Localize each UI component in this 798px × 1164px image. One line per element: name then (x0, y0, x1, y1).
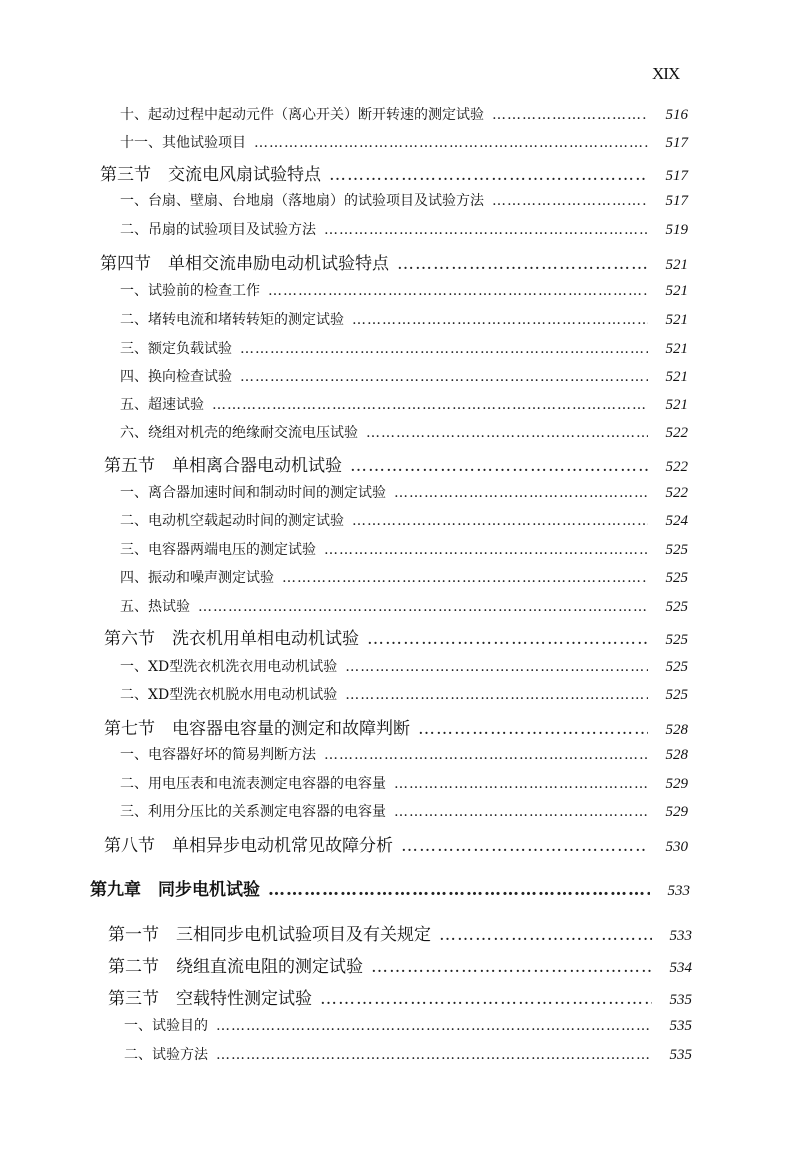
dot-leader (212, 397, 648, 413)
toc-entry-title: 五、热试验 (120, 599, 190, 615)
dot-leader (394, 804, 648, 820)
toc-section[interactable] (104, 451, 688, 476)
toc-entry-title: 一、台扇、壁扇、台地扇（落地扇）的试验项目及试验方法 (120, 193, 484, 209)
toc-entry-title: 二、XD型洗衣机脱水用电动机试验 (120, 687, 338, 703)
toc-entry-title: 第四节 单相交流串励电动机试验特点 (100, 254, 389, 274)
toc-entry[interactable] (120, 219, 688, 239)
toc-entry-page: 535 (669, 1018, 692, 1034)
toc-entry-page: 525 (665, 632, 688, 648)
toc-entry-page: 534 (669, 960, 692, 976)
dot-leader (367, 629, 648, 649)
toc-entry-title: 一、试验目的 (124, 1018, 208, 1034)
toc-entry[interactable] (120, 309, 688, 329)
toc-entry-title: 二、电动机空载起动时间的测定试验 (120, 513, 344, 529)
toc-entry-page: 517 (665, 193, 688, 209)
toc-entry[interactable] (120, 482, 688, 502)
toc-entry-page: 521 (665, 397, 688, 413)
toc-entry-title: 第六节 洗衣机用单相电动机试验 (104, 629, 359, 649)
toc-entry[interactable] (120, 132, 688, 152)
toc-entry-title: 五、超速试验 (120, 397, 204, 413)
toc-entry-title: 四、换向检查试验 (120, 369, 232, 385)
toc-entry-title: 第三节 空载特性测定试验 (108, 989, 312, 1009)
dot-leader (394, 776, 648, 792)
toc-entry-page: 535 (669, 992, 692, 1008)
toc-entry-page: 525 (665, 542, 688, 558)
toc-entry-page: 521 (665, 369, 688, 385)
toc-entry-page: 522 (665, 425, 688, 441)
toc-entry[interactable] (120, 394, 688, 414)
toc-section[interactable] (104, 831, 688, 856)
toc-entry-page: 522 (665, 459, 688, 475)
toc-entry-title: 二、用电压表和电流表测定电容器的电容量 (120, 776, 386, 792)
toc-entry-page: 521 (665, 341, 688, 357)
dot-leader (418, 719, 648, 739)
dot-leader (352, 513, 648, 529)
dot-leader (345, 687, 648, 703)
toc-entry[interactable] (120, 567, 688, 587)
dot-leader (240, 341, 648, 357)
toc-section[interactable] (108, 984, 692, 1009)
toc-entry-title: 一、XD型洗衣机洗衣用电动机试验 (120, 659, 338, 675)
toc-entry[interactable] (120, 539, 688, 559)
toc-entry-title: 六、绕组对机壳的绝缘耐交流电压试验 (120, 425, 358, 441)
dot-leader (329, 165, 648, 185)
dot-leader (352, 312, 648, 328)
toc-entry-page: 528 (665, 722, 688, 738)
toc-entry-page: 525 (665, 687, 688, 703)
toc-entry[interactable] (124, 1044, 692, 1064)
dot-leader (397, 254, 648, 274)
dot-leader (345, 659, 648, 675)
toc-entry-title: 第九章 同步电机试验 (90, 880, 260, 900)
dot-leader (324, 542, 648, 558)
page-number-roman: XIX (652, 64, 680, 83)
toc-entry-title: 第八节 单相异步电动机常见故障分析 (104, 836, 393, 856)
dot-leader (439, 925, 652, 945)
toc-section[interactable] (108, 952, 692, 977)
toc-entry-title: 三、电容器两端电压的测定试验 (120, 542, 316, 558)
toc-entry-title: 第五节 单相离合器电动机试验 (104, 456, 342, 476)
toc-entry-page: 521 (665, 257, 688, 273)
dot-leader (268, 880, 650, 900)
toc-entry-title: 一、试验前的检查工作 (120, 283, 260, 299)
toc-entry-page: 521 (665, 283, 688, 299)
toc-entry[interactable] (120, 190, 688, 210)
toc-entry-page: 528 (665, 747, 688, 763)
dot-leader (350, 456, 648, 476)
toc-entry-page: 521 (665, 312, 688, 328)
dot-leader (324, 222, 648, 238)
toc-entry-title: 四、振动和噪声测定试验 (120, 570, 274, 586)
dot-leader (320, 989, 652, 1009)
toc-entry-title: 三、利用分压比的关系测定电容器的电容量 (120, 804, 386, 820)
toc-entry[interactable] (120, 510, 688, 530)
toc-entry-page: 535 (669, 1047, 692, 1063)
toc-entry[interactable] (120, 656, 688, 676)
toc-section[interactable] (108, 920, 692, 945)
toc-entry-page: 533 (667, 883, 690, 899)
toc-entry[interactable] (120, 338, 688, 358)
toc-entry[interactable] (120, 280, 688, 300)
toc-entry-page: 529 (665, 804, 688, 820)
toc-entry-title: 二、堵转电流和堵转转矩的测定试验 (120, 312, 344, 328)
toc-entry-page: 519 (665, 222, 688, 238)
toc-entry-title: 一、离合器加速时间和制动时间的测定试验 (120, 485, 386, 501)
dot-leader (401, 836, 648, 856)
toc-entry-page: 529 (665, 776, 688, 792)
toc-entry[interactable] (120, 773, 688, 793)
toc-entry-title: 第三节 交流电风扇试验特点 (100, 165, 321, 185)
dot-leader (254, 135, 648, 151)
dot-leader (268, 283, 648, 299)
toc-section[interactable] (104, 714, 688, 739)
toc-entry[interactable] (120, 684, 688, 704)
toc-entry-title: 三、额定负载试验 (120, 341, 232, 357)
toc-section[interactable] (100, 160, 688, 185)
dot-leader (492, 193, 648, 209)
toc-entry[interactable] (120, 744, 688, 764)
toc-entry-page: 525 (665, 570, 688, 586)
toc-entry-page: 525 (665, 659, 688, 675)
toc-entry-page: 517 (665, 135, 688, 151)
dot-leader (394, 485, 648, 501)
toc-entry[interactable] (120, 366, 688, 386)
toc-entry-title: 第一节 三相同步电机试验项目及有关规定 (108, 925, 431, 945)
dot-leader (324, 747, 648, 763)
toc-entry[interactable] (120, 422, 688, 442)
dot-leader (216, 1047, 652, 1063)
dot-leader (366, 425, 648, 441)
toc-chapter[interactable] (90, 875, 690, 900)
toc-entry-title: 第二节 绕组直流电阻的测定试验 (108, 957, 363, 977)
toc-entry-title: 二、试验方法 (124, 1047, 208, 1063)
toc-entry[interactable] (124, 1015, 692, 1035)
toc-entry-page: 524 (665, 513, 688, 529)
dot-leader (282, 570, 648, 586)
toc-entry-page: 517 (665, 168, 688, 184)
toc-entry-title: 一、电容器好坏的简易判断方法 (120, 747, 316, 763)
dot-leader (198, 599, 648, 615)
toc-entry-title: 二、吊扇的试验项目及试验方法 (120, 222, 316, 238)
dot-leader (240, 369, 648, 385)
toc-entry-title: 第七节 电容器电容量的测定和故障判断 (104, 719, 410, 739)
toc-entry-page: 525 (665, 599, 688, 615)
toc-entry-page: 533 (669, 928, 692, 944)
dot-leader (492, 107, 648, 123)
toc-entry-page: 522 (665, 485, 688, 501)
toc-entry[interactable] (120, 104, 688, 124)
toc-entry[interactable] (120, 596, 688, 616)
dot-leader (216, 1018, 652, 1034)
toc-entry-page: 530 (665, 839, 688, 855)
toc-entry-title: 十、起动过程中起动元件（离心开关）断开转速的测定试验 (120, 107, 484, 123)
dot-leader (371, 957, 652, 977)
toc-entry-page: 516 (665, 107, 688, 123)
toc-section[interactable] (100, 249, 688, 274)
toc-entry-title: 十一、其他试验项目 (120, 135, 246, 151)
toc-section[interactable] (104, 624, 688, 649)
toc-entry[interactable] (120, 801, 688, 821)
